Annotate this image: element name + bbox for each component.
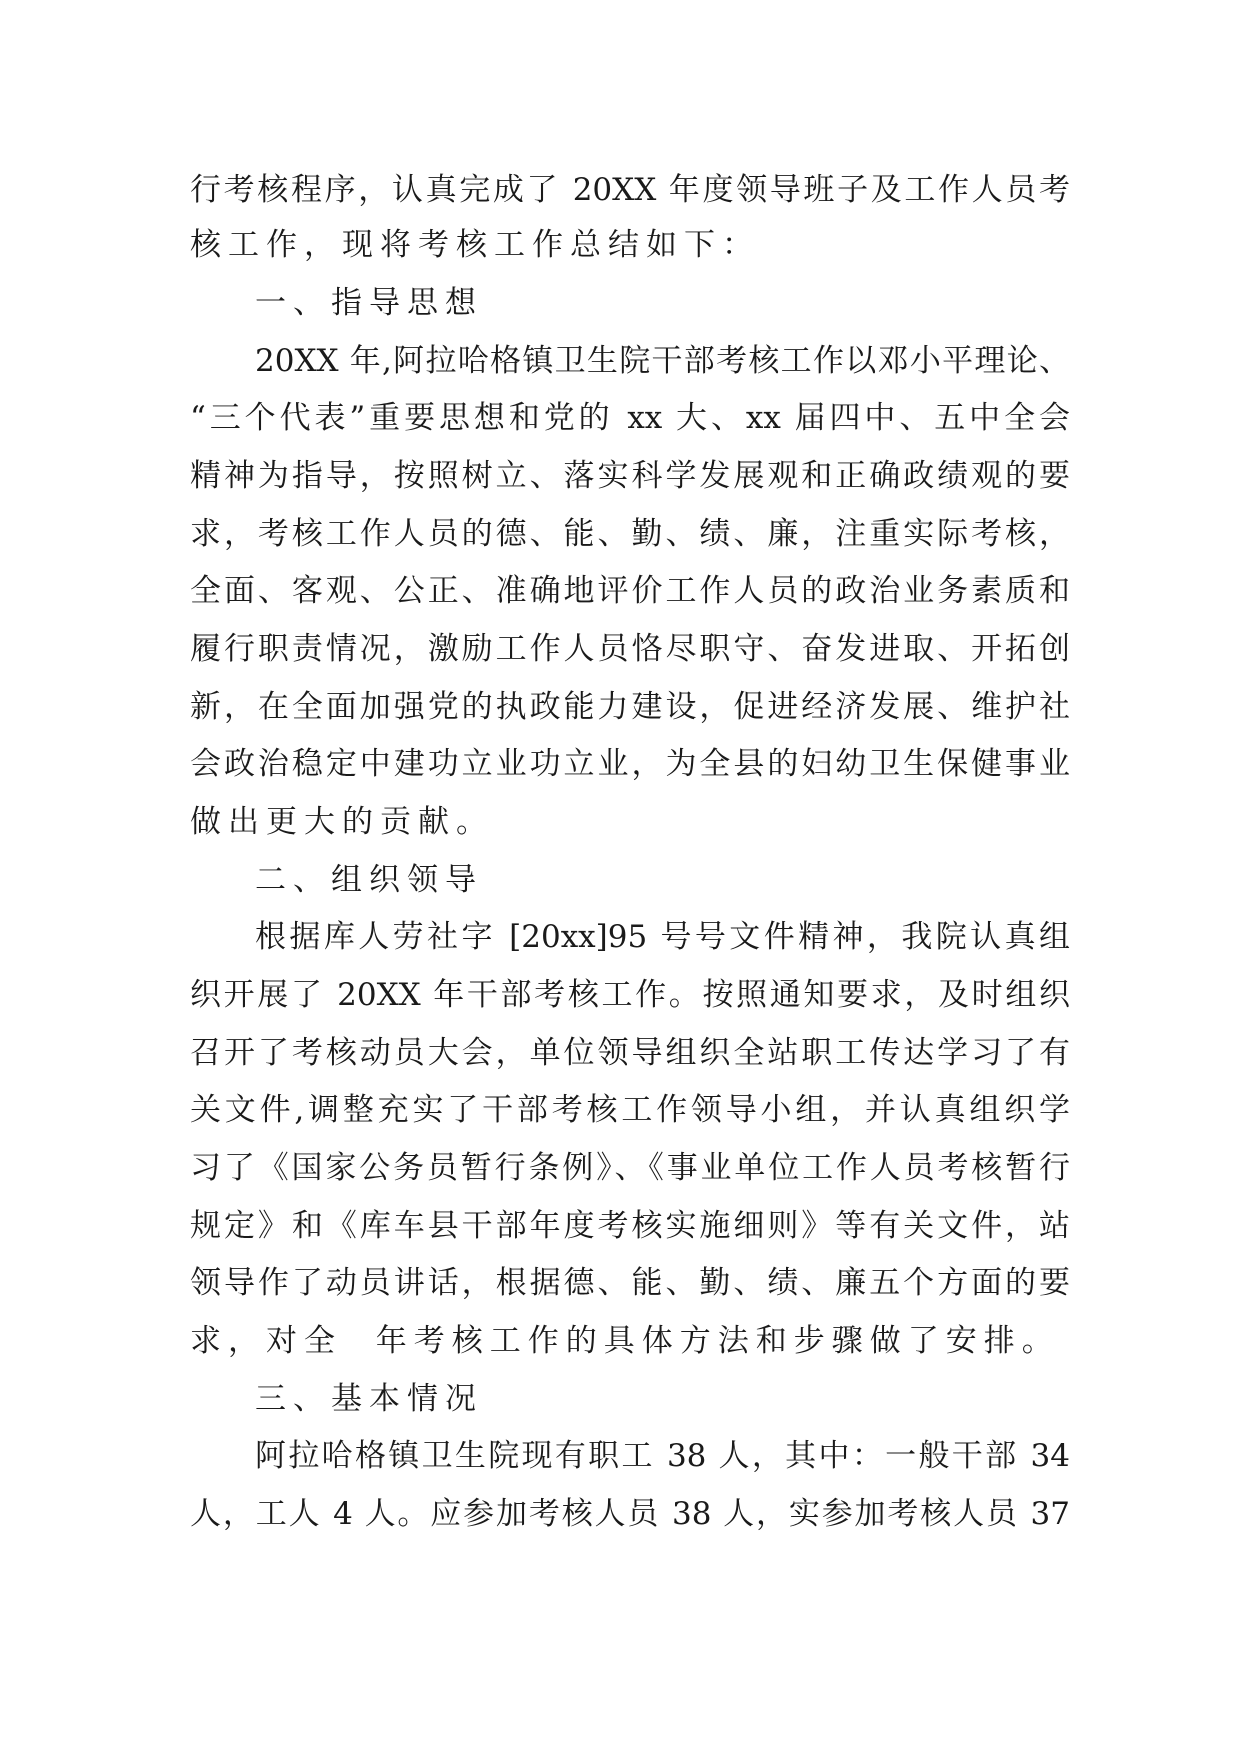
- body-text-line: 人，工人 4 人。应参加考核人员 38 人，实参加考核人员 37: [190, 1496, 1070, 1532]
- section-heading: 二、组织领导: [255, 862, 483, 898]
- body-text-line: 全面、客观、公正、准确地评价工作人员的政治业务素质和: [190, 573, 1070, 609]
- body-text-line: 领导作了动员讲话，根据德、能、勤、绩、廉五个方面的要: [190, 1265, 1070, 1301]
- body-text-line: 核工作，现将考核工作总结如下：: [190, 227, 760, 263]
- body-text-line: 织开展了 20XX 年干部考核工作。按照通知要求，及时组织: [190, 977, 1070, 1013]
- section-heading: 三、基本情况: [255, 1381, 483, 1417]
- body-text-line: 召开了考核动员大会，单位领导组织全站职工传达学习了有: [190, 1035, 1070, 1071]
- body-text-line: 20XX 年,阿拉哈格镇卫生院干部考核工作以邓小平理论、: [255, 343, 1070, 379]
- body-text-line: 行考核程序，认真完成了 20XX 年度领导班子及工作人员考: [190, 172, 1070, 208]
- body-text-line: 求，对全 年考核工作的具体方法和步骤做了安排。: [190, 1323, 1060, 1359]
- body-text-line: “三个代表”重要思想和党的 xx 大、xx 届四中、五中全会: [190, 400, 1070, 436]
- body-text-line: 习了《国家公务员暂行条例》、《事业单位工作人员考核暂行: [190, 1150, 1070, 1186]
- body-text-line: 新，在全面加强党的执政能力建设，促进经济发展、维护社: [190, 689, 1070, 725]
- body-text-line: 履行职责情况，激励工作人员恪尽职守、奋发进取、开拓创: [190, 631, 1070, 667]
- body-text-line: 会政治稳定中建功立业功立业，为全县的妇幼卫生保健事业: [190, 746, 1070, 782]
- body-text-line: 求，考核工作人员的德、能、勤、绩、廉，注重实际考核，: [190, 516, 1070, 552]
- body-text-line: 做出更大的贡献。: [190, 804, 494, 840]
- body-text-line: 关文件,调整充实了干部考核工作领导小组，并认真组织学: [190, 1092, 1070, 1128]
- body-text-line: 阿拉哈格镇卫生院现有职工 38 人，其中：一般干部 34: [255, 1438, 1070, 1474]
- body-text-line: 根据库人劳社字 [20xx]95 号号文件精神，我院认真组: [255, 919, 1070, 955]
- body-text-line: 规定》和《库车县干部年度考核实施细则》等有关文件，站: [190, 1208, 1070, 1244]
- body-text-line: 精神为指导，按照树立、落实科学发展观和正确政绩观的要: [190, 458, 1070, 494]
- section-heading: 一、指导思想: [255, 285, 483, 321]
